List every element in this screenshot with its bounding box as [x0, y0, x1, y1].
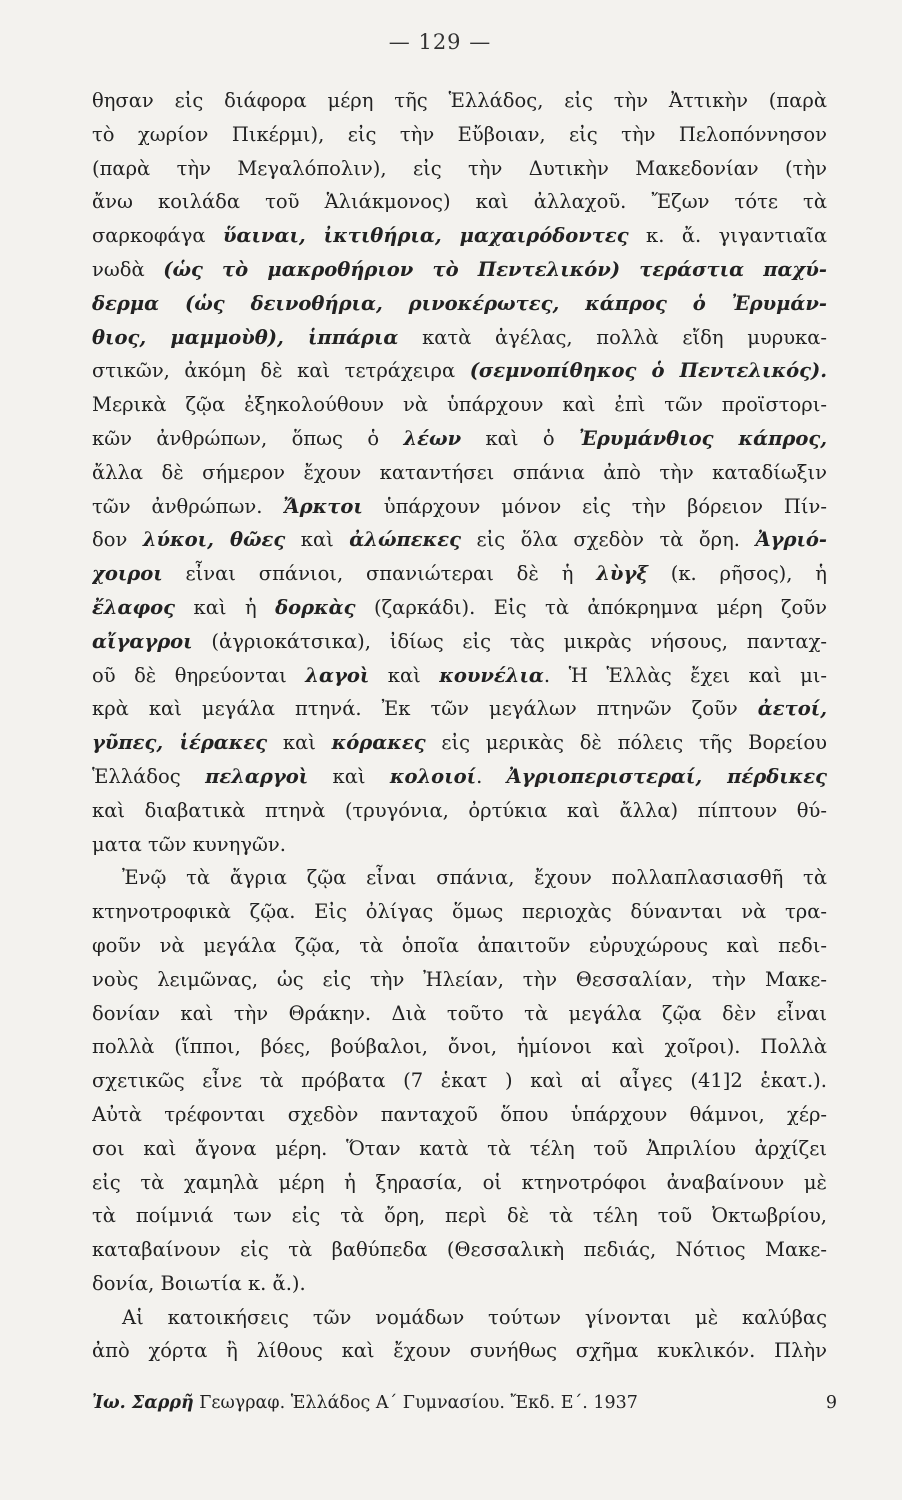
- text-line: [92, 997, 827, 1031]
- text-line: [92, 84, 827, 118]
- emphasized-term: λέων: [403, 426, 462, 450]
- text-run: σχετικῶς εἶνε τὰ πρόβατα (7 ἑκατ ) καὶ αἱ αἶγες (41]2 ἑκατ.).: [92, 1069, 827, 1093]
- footer-author: Ἰω. Σαρρῆ: [92, 1393, 194, 1413]
- text-line: [92, 692, 827, 726]
- text-line: [92, 422, 827, 456]
- emphasized-term: ὕαιναι, ἰκτιθήρια, μαχαιρόδοντες: [222, 224, 629, 248]
- text-line: [92, 794, 827, 828]
- emphasized-term: (σεμνοπίθηκος ὁ Πεντελικός).: [469, 359, 827, 383]
- emphasized-term: ἔλαφος: [92, 595, 176, 619]
- text-run: ὑπάρχουν μόνον εἰς τὴν βόρειον Πίν-: [362, 494, 827, 518]
- text-run: (κ. ρῆσος), ἡ: [647, 562, 827, 586]
- text-run: καὶ: [308, 764, 390, 788]
- text-run: (παρὰ τὴν Μεγαλόπολιν), εἰς τὴν Δυτικὴν Μακεδονίαν (τὴν: [92, 156, 827, 180]
- text-line: [92, 456, 827, 490]
- text-line: [92, 287, 827, 321]
- text-line: [92, 321, 827, 355]
- text-run: καὶ ὁ: [461, 426, 579, 450]
- text-line: [92, 1301, 827, 1335]
- page-footer: [92, 1388, 837, 1418]
- emphasized-term: λαγοὶ: [305, 663, 370, 687]
- text-run: Ἑλλάδος: [92, 764, 206, 788]
- text-run: φοῦν νὰ μεγάλα ζῷα, τὰ ὁποῖα ἀπαιτοῦν εὐρυχώρους καὶ πεδι-: [92, 933, 827, 957]
- footer-book-info: Γεωγραφ. Ἑλλάδος Α΄ Γυμνασίου. Ἔκδ. Ε΄. 1937: [193, 1393, 638, 1413]
- emphasized-term: λύκοι, θῶες: [142, 528, 286, 552]
- emphasized-term: γῦπες, ἱέρακες: [92, 731, 268, 755]
- text-run: κτηνοτροφικὰ ζῷα. Εἰς ὀλίγας ὅμως περιοχὰς δύνανται νὰ τρα-: [92, 900, 827, 924]
- text-line: [92, 557, 827, 591]
- text-line: [92, 185, 827, 219]
- text-run: σαρκοφάγα: [92, 224, 223, 248]
- text-line: [92, 929, 827, 963]
- text-line: [92, 1064, 827, 1098]
- emphasized-term: Ἀγριό-: [755, 528, 827, 552]
- emphasized-term: δορκὰς: [275, 595, 356, 619]
- text-run: νοὺς λειμῶνας, ὡς εἰς τὴν Ἠλείαν, τὴν Θεσσαλίαν, τὴν Μακε-: [92, 967, 827, 991]
- emphasized-term: κόρακες: [331, 731, 426, 755]
- text-run: Μερικὰ ζῷα ἐξηκολούθουν νὰ ὑπάρχουν καὶ ἐπὶ τῶν προϊστορι-: [92, 393, 827, 417]
- emphasized-term: ἀλώπεκες: [349, 528, 461, 552]
- text-line: [92, 354, 827, 388]
- text-run: . Ἡ Ἑλλὰς ἔχει καὶ μι-: [543, 663, 827, 687]
- emphasized-term: Ἐρυμάνθιος κάπρος,: [578, 426, 827, 450]
- text-line: [92, 1267, 827, 1301]
- footer-signature-mark: 9: [825, 1393, 837, 1413]
- text-run: κῶν ἀνθρώπων, ὅπως ὁ: [92, 426, 404, 450]
- text-line: [92, 152, 827, 186]
- text-line: [92, 1166, 827, 1200]
- emphasized-term: (ὡς τὸ μακροθήριον τὸ Πεντελικόν) τεράστια παχύ-: [163, 257, 827, 281]
- text-line: [92, 1334, 827, 1368]
- text-run: Αὐτὰ τρέφονται σχεδὸν πανταχοῦ ὅπου ὑπάρχουν θάμνοι, χέρ-: [92, 1102, 827, 1126]
- text-line: [92, 1199, 827, 1233]
- text-run: θησαν εἰς διάφορα μέρη τῆς Ἑλλάδος, εἰς τὴν Ἀττικὴν (παρὰ: [92, 89, 827, 112]
- emphasized-term: θιος, μαμμοὺθ), ἱππάρια: [92, 325, 399, 349]
- text-run: ἀπὸ χόρτα ἢ λίθους καὶ ἔχουν συνήθως σχῆμα κυκλικόν. Πλὴν: [92, 1339, 827, 1363]
- text-run: εἰς τὰ χαμηλὰ μέρη ἡ ξηρασία, οἱ κτηνοτρόφοι ἀναβαίνουν μὲ: [92, 1170, 827, 1194]
- text-run: κατὰ ἀγέλας, πολλὰ εἴδη μυρυκα-: [398, 325, 827, 349]
- text-run: τῶν ἀνθρώπων.: [92, 494, 284, 518]
- text-run: νωδὰ: [92, 257, 164, 281]
- emphasized-term: κουνέλια: [439, 663, 544, 687]
- text-run: καὶ ἡ: [175, 595, 276, 619]
- text-line: [92, 659, 827, 693]
- text-line: [92, 1233, 827, 1267]
- text-line: [92, 490, 827, 524]
- text-line: [92, 219, 827, 253]
- text-run: .: [476, 764, 507, 788]
- emphasized-term: κολοιοί: [389, 764, 477, 788]
- text-run: καὶ: [285, 528, 350, 552]
- text-line: [92, 523, 827, 557]
- emphasized-term: Ἀγριοπεριστεραί, πέρδικες: [506, 764, 827, 788]
- text-run: (ἀγριοκάτσικα), ἰδίως εἰς τὰς μικρὰς νήσους, πανταχ-: [192, 629, 827, 653]
- text-run: τὰ ποίμνιά των εἰς τὰ ὄρη, περὶ δὲ τὰ τέλη τοῦ Ὀκτωβρίου,: [92, 1204, 827, 1228]
- body-text: [92, 84, 827, 1368]
- text-run: καταβαίνουν εἰς τὰ βαθύπεδα (Θεσσαλικὴ πεδιάς, Νότιος Μακε-: [92, 1238, 827, 1262]
- text-line: [92, 253, 827, 287]
- text-line: [92, 118, 827, 152]
- text-run: Αἱ κατοικήσεις τῶν νομάδων τούτων γίνονται μὲ καλύβας: [122, 1305, 827, 1329]
- text-run: τὸ χωρίον Πικέρμι), εἰς τὴν Εὔβοιαν, εἰς τὴν Πελοπόννησον: [92, 122, 827, 146]
- emphasized-term: πελαργοὶ: [205, 764, 309, 788]
- text-line: [92, 963, 827, 997]
- emphasized-term: αἴγαγροι: [92, 629, 193, 653]
- emphasized-term: λὺγξ: [596, 562, 648, 586]
- text-line: [92, 828, 827, 862]
- text-line: [92, 1132, 827, 1166]
- text-line: [92, 726, 827, 760]
- text-run: εἰς ὅλα σχεδὸν τὰ ὄρη.: [460, 528, 756, 552]
- emphasized-term: χοιροι: [92, 562, 163, 586]
- emphasized-term: ἀετοί,: [757, 697, 827, 721]
- text-run: κρὰ καὶ μεγάλα πτηνά. Ἐκ τῶν μεγάλων πτηνῶν ζοῦν: [92, 697, 758, 721]
- text-line: [92, 591, 827, 625]
- text-run: οῦ δὲ θηρεύονται: [92, 663, 306, 687]
- text-run: δονία, Βοιωτία κ. ἄ.).: [92, 1271, 306, 1295]
- text-run: κ. ἄ. γιγαντιαῖα: [628, 224, 827, 248]
- text-line: [92, 1030, 827, 1064]
- text-run: στικῶν, ἀκόμη δὲ καὶ τετράχειρα: [92, 359, 470, 383]
- text-line: [92, 625, 827, 659]
- text-run: ἄλλα δὲ σήμερον ἔχουν καταντήσει σπάνια ἀπὸ τὴν καταδίωξιν: [92, 460, 827, 484]
- text-run: πολλὰ (ἵπποι, βόες, βούβαλοι, ὄνοι, ἡμίονοι καὶ χοῖροι). Πολλὰ: [92, 1035, 827, 1059]
- text-line: [92, 760, 827, 794]
- text-line: [92, 1098, 827, 1132]
- text-run: δονίαν καὶ τὴν Θράκην. Διὰ τοῦτο τὰ μεγάλα ζῷα δὲν εἶναι: [92, 1001, 827, 1025]
- text-run: καὶ: [267, 731, 332, 755]
- text-run: εἶναι σπάνιοι, σπανιώτεραι δὲ ἡ: [162, 562, 597, 586]
- text-run: δον: [92, 528, 143, 552]
- text-run: καὶ: [369, 663, 440, 687]
- text-run: καὶ διαβατικὰ πτηνὰ (τρυγόνια, ὀρτύκια καὶ ἄλλα) πίπτουν θύ-: [92, 798, 827, 822]
- page-number: — 129 —: [388, 30, 492, 54]
- footer-citation: [92, 1388, 638, 1418]
- text-run: σοι καὶ ἄγονα μέρη. Ὅταν κατὰ τὰ τέλη τοῦ Ἀπριλίου ἀρχίζει: [92, 1136, 827, 1160]
- text-run: εἰς μερικὰς δὲ πόλεις τῆς Βορείου: [425, 731, 827, 755]
- text-run: ματα τῶν κυνηγῶν.: [92, 832, 286, 856]
- text-run: Ἐνῷ τὰ ἄγρια ζῷα εἶναι σπάνια, ἔχουν πολλαπλασιασθῆ τὰ: [122, 866, 827, 890]
- text-line: [92, 895, 827, 929]
- text-line: [92, 861, 827, 895]
- emphasized-term: δερμα (ὡς δεινοθήρια, ρινοκέρωτες, κάπρος ὁ Ἐρυμάν-: [92, 291, 827, 315]
- text-run: ἄνω κοιλάδα τοῦ Ἁλιάκμονος) καὶ ἀλλαχοῦ. Ἔζων τότε τὰ: [92, 190, 827, 214]
- emphasized-term: Ἄρκτοι: [283, 494, 363, 518]
- text-run: (ζαρκάδι). Εἰς τὰ ἀπόκρημνα μέρη ζοῦν: [355, 595, 827, 619]
- text-line: [92, 388, 827, 422]
